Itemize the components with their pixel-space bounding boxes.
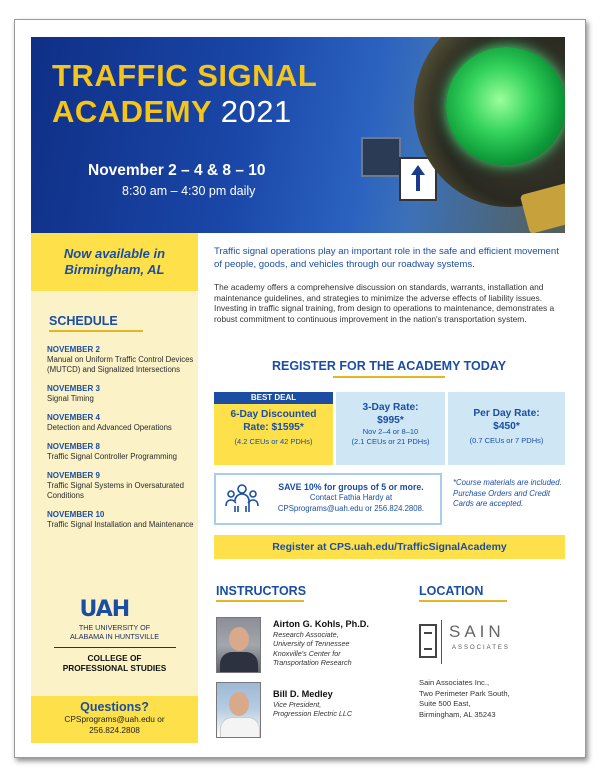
availability-box — [31, 233, 198, 291]
address-line: Birmingham, AL 35243 — [419, 709, 496, 719]
rate-card-6-day — [214, 392, 333, 465]
schedule-topic: Detection and Advanced Operations — [47, 423, 172, 432]
sidebar — [31, 233, 198, 743]
rate-credits: (2.1 CEUs or 21 PDHs) — [351, 437, 430, 446]
group-contact-email-link[interactable]: CPSprograms@uah.edu or 256.824.2808. — [277, 503, 425, 513]
group-discount-box — [214, 473, 442, 525]
university-block — [31, 595, 198, 673]
rate-card-per-day — [448, 392, 565, 465]
photo-torso — [220, 717, 260, 738]
rate-price: Rate: $1595* — [243, 422, 304, 433]
address-line: Two Perimeter Park South, — [419, 688, 510, 698]
hero-banner — [31, 37, 565, 233]
schedule-heading: SCHEDULE — [49, 314, 118, 328]
instructor-role-line: Research Associate, — [273, 630, 339, 639]
schedule-date: NOVEMBER 3 — [47, 384, 100, 393]
sain-logo-subtext: ASSOCIATES — [452, 645, 510, 651]
availability-line-1: Now available in — [63, 246, 166, 261]
schedule-topic: Manual on Uniform Traffic Control Devices (MUTCD) and Signalized Intersections — [47, 355, 194, 374]
questions-email-link[interactable]: CPSprograms@uah.edu or — [64, 714, 165, 724]
schedule-item — [47, 510, 197, 530]
questions-box — [31, 696, 198, 743]
instructor-name: Bill D. Medley — [273, 689, 333, 699]
title-line-2 — [52, 95, 292, 129]
group-discount-contact — [266, 493, 436, 514]
uah-logo-text: UAH — [79, 597, 130, 622]
title-academy: ACADEMY — [52, 94, 212, 129]
schedule-item — [47, 345, 197, 375]
instructors-heading: INSTRUCTORS — [216, 584, 307, 598]
uah-logo — [79, 595, 150, 622]
university-name — [31, 623, 198, 641]
heading-underline — [49, 330, 143, 332]
title-year: 2021 — [220, 94, 292, 129]
rate-price: $995* — [377, 415, 404, 426]
rate-title: 3-Day Rate: — [362, 402, 419, 413]
schedule-date: NOVEMBER 4 — [47, 413, 100, 422]
instructor-role-line: Progression Electric LLC — [273, 709, 353, 719]
event-hours: 8:30 am – 4:30 pm daily — [122, 184, 256, 198]
schedule-date: NOVEMBER 9 — [47, 471, 100, 480]
register-url-link[interactable]: Register at CPS.uah.edu/TrafficSignalAcademy — [214, 535, 565, 559]
schedule-topic: Traffic Signal Installation and Maintenance — [47, 520, 194, 529]
traffic-light-image — [414, 37, 565, 233]
schedule-date: NOVEMBER 10 — [47, 510, 105, 519]
rate-card-3-day — [336, 392, 445, 465]
sain-logo — [419, 620, 529, 668]
schedule-date: NOVEMBER 2 — [47, 345, 100, 354]
rate-title: 6-Day Discounted — [230, 409, 317, 420]
schedule-item — [47, 442, 197, 462]
schedule-topic: Traffic Signal Systems in Oversaturated Conditions — [47, 481, 184, 500]
intro-body: The academy offers a comprehensive discussion on standards, warrants, installation and maintenance guidelines, and strategies to minimize the adverse effects of liability issues. Investing in traffic signal training, from design to operations to maintenance, demonstrates a robust commitment to continuous improvement in the nation's transportation system. — [214, 282, 555, 324]
heading-underline — [216, 600, 304, 602]
schedule-list — [47, 345, 197, 530]
photo-head — [229, 627, 249, 651]
sain-mark-icon — [419, 624, 437, 658]
rate-credits: (4.2 CEUs or 42 PDHs) — [234, 437, 313, 446]
instructor-role-line: University of Tennessee — [273, 639, 350, 649]
background-signal-icon — [361, 137, 401, 177]
divider — [54, 647, 176, 648]
location-address — [419, 678, 559, 720]
register-heading: REGISTER FOR THE ACADEMY TODAY — [271, 359, 507, 373]
group-people-icon — [224, 482, 260, 514]
photo-torso — [220, 652, 258, 673]
sain-logo-text: SAIN — [449, 622, 505, 641]
schedule-topic: Traffic Signal Controller Programming — [47, 452, 177, 461]
university-line-1: THE UNIVERSITY OF — [78, 623, 151, 632]
college-name — [31, 653, 198, 673]
instructor-role-line: Vice President, — [273, 700, 322, 709]
event-dates: November 2 – 4 & 8 – 10 — [88, 162, 266, 179]
university-line-2: ALABAMA IN HUNTSVILLE — [69, 632, 160, 641]
instructor-name: Airton G. Kohls, Ph.D. — [273, 619, 369, 629]
schedule-item — [47, 384, 197, 404]
title-line-1: TRAFFIC SIGNAL — [52, 58, 318, 93]
intro-lead: Traffic signal operations play an important role in the safe and efficient movement of people, goods, and vehicles through our roadway systems. — [214, 246, 559, 270]
rate-credits: (0.7 CEUs or 7 PDHs) — [469, 436, 544, 445]
questions-phone[interactable]: 256.824.2808 — [89, 725, 140, 735]
group-discount-heading: SAVE 10% for groups of 5 or more. — [278, 482, 424, 492]
schedule-date: NOVEMBER 8 — [47, 442, 100, 451]
heading-underline — [419, 600, 507, 602]
rate-title: Per Day Rate: — [473, 408, 540, 419]
heading-underline — [333, 376, 445, 378]
rate-dates: Nov 2–4 or 8–10 — [362, 427, 419, 436]
instructor-role-line: Transportation Research — [273, 657, 352, 667]
green-lens-icon — [446, 47, 565, 165]
group-contact-line-1: Contact Fathia Hardy at — [309, 493, 393, 502]
instructor-photo-medley — [216, 682, 261, 738]
instructor-kohls — [273, 618, 408, 667]
schedule-topic: Signal Timing — [47, 394, 94, 403]
instructor-photo-kohls — [216, 617, 261, 673]
location-heading: LOCATION — [419, 584, 484, 598]
availability-line-2: Birmingham, AL — [64, 262, 165, 277]
questions-heading: Questions? — [80, 700, 149, 714]
rate-price: $450* — [493, 421, 520, 432]
instructor-role-line: Knoxville's Center for — [273, 648, 341, 658]
photo-head — [229, 692, 249, 716]
address-line: Sain Associates Inc., — [419, 678, 490, 687]
schedule-item — [47, 413, 197, 433]
schedule-item — [47, 471, 197, 501]
flyer-page — [14, 19, 586, 758]
sain-divider — [441, 620, 442, 664]
materials-note: *Course materials are included. Purchase Orders and Credit Cards are accepted. — [453, 478, 562, 508]
college-line-1: COLLEGE OF — [87, 653, 142, 663]
instructor-medley — [273, 688, 408, 719]
address-line: Suite 500 East, — [419, 699, 471, 708]
college-line-2: PROFESSIONAL STUDIES — [62, 663, 167, 673]
best-deal-badge: BEST DEAL — [214, 392, 333, 404]
